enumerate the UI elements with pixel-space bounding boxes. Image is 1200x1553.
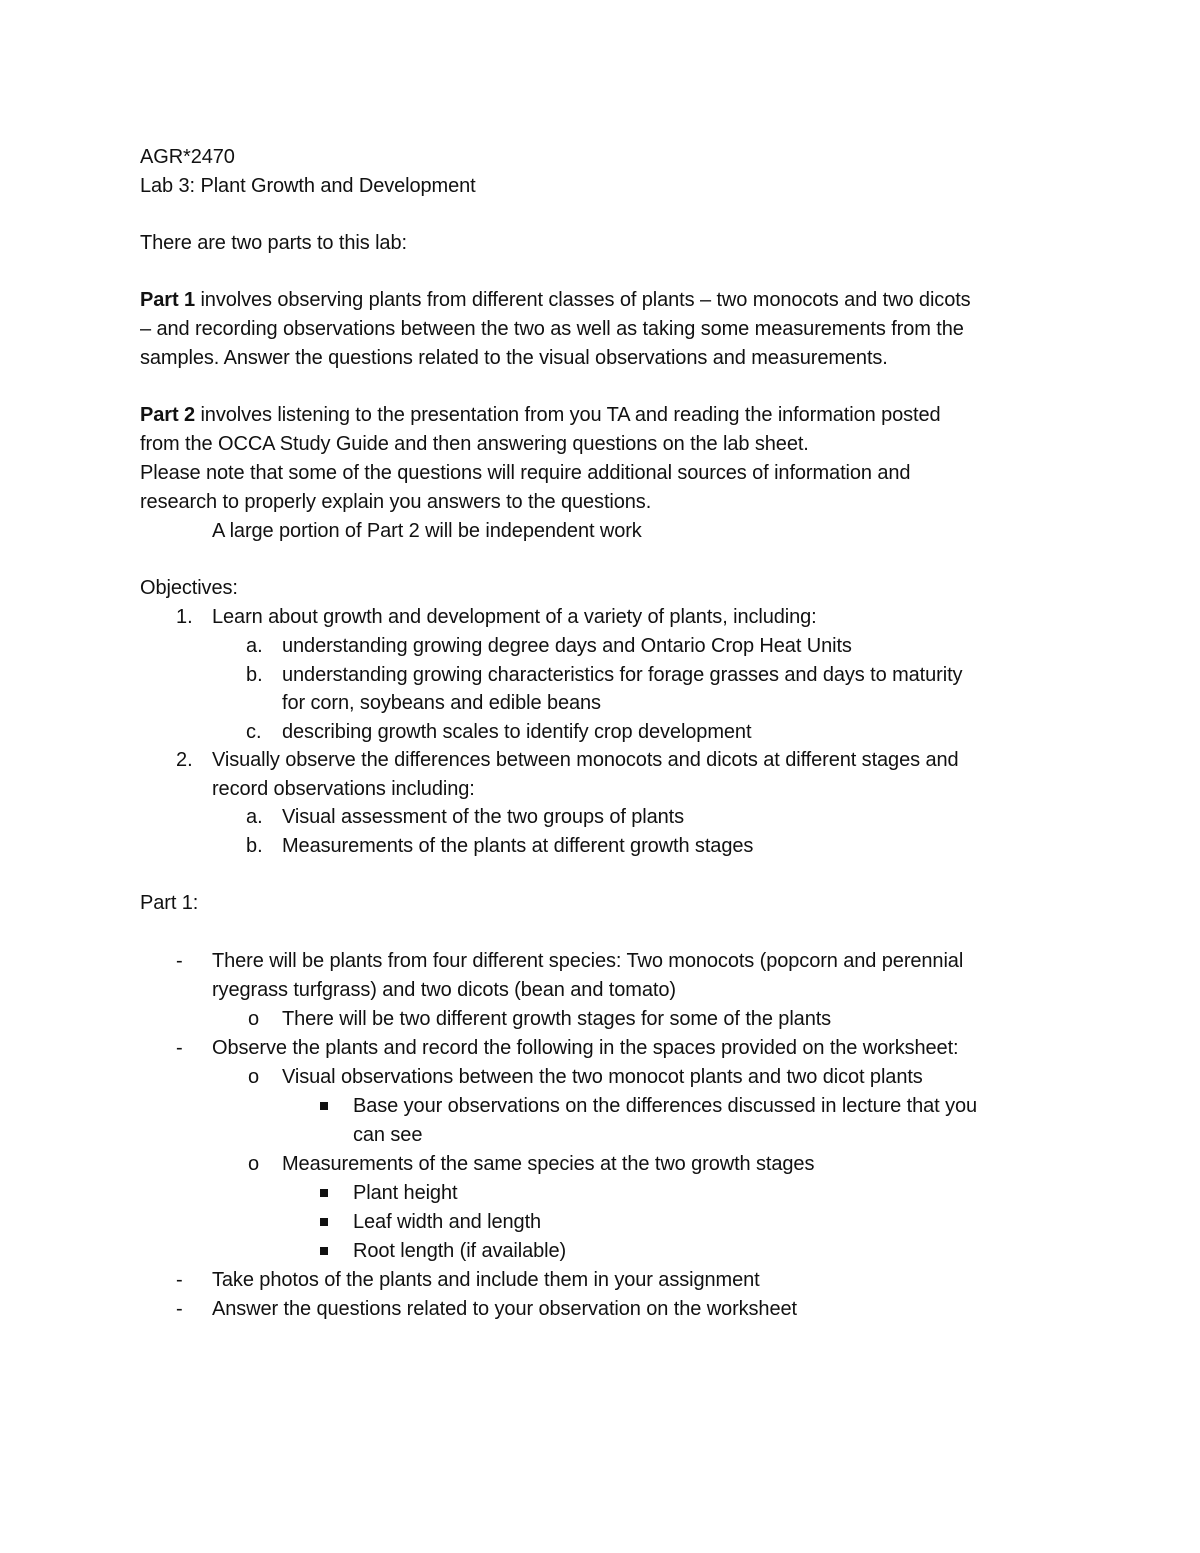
- part1-bullet-photos: Take photos of the plants and include them in your assignment: [212, 1269, 760, 1291]
- part1-sub-growth-stages: There will be two different growth stages for some of the plants: [282, 1008, 832, 1030]
- part1-subsub-base-observations-line2: can see: [353, 1124, 423, 1146]
- objective-subitem-letter: a.: [246, 635, 263, 657]
- part1-desc-text: involves observing plants from different classes of plants – two monocots and two dicots: [195, 289, 971, 311]
- square-bullet: [320, 1247, 328, 1255]
- part1-desc-line3: samples. Answer the questions related to the visual observations and measurements.: [140, 347, 888, 369]
- objective-number: 2.: [176, 749, 193, 771]
- part1-subsub-plant-height: Plant height: [353, 1182, 458, 1204]
- part1-sub-visual-observations: Visual observations between the two monocot plants and two dicot plants: [282, 1066, 923, 1088]
- objective-item-2-line2: record observations including:: [212, 778, 475, 800]
- lab-title: Lab 3: Plant Growth and Development: [140, 175, 476, 197]
- part2-label: Part 2: [140, 404, 195, 426]
- part1-subsub-root: Root length (if available): [353, 1240, 567, 1262]
- square-bullet: [320, 1189, 328, 1197]
- objective-subitem-letter: c.: [246, 721, 262, 743]
- part2-desc-line5: A large portion of Part 2 will be independent work: [212, 520, 642, 542]
- part2-desc-line2: from the OCCA Study Guide and then answering questions on the lab sheet.: [140, 433, 809, 455]
- part2-desc-line1: [140, 401, 941, 430]
- objective-2b: Measurements of the plants at different growth stages: [282, 835, 754, 857]
- part2-desc-line4: research to properly explain you answers to the questions.: [140, 491, 652, 513]
- part2-desc-line3: Please note that some of the questions will require additional sources of information and: [140, 462, 911, 484]
- part1-subsub-leaf: Leaf width and length: [353, 1211, 542, 1233]
- intro-text: There are two parts to this lab:: [140, 232, 407, 254]
- part1-bullet-answer: Answer the questions related to your observation on the worksheet: [212, 1298, 797, 1320]
- objective-number: 1.: [176, 606, 193, 628]
- objective-subitem-letter: b.: [246, 835, 263, 857]
- part1-bullet-1-line1: There will be plants from four different species: Two monocots (popcorn and perennial: [212, 950, 964, 972]
- part1-subsub-base-observations-line1: Base your observations on the differences discussed in lecture that you: [353, 1095, 978, 1117]
- part1-label: Part 1: [140, 289, 195, 311]
- part2-desc-text: involves listening to the presentation from you TA and reading the information posted: [195, 404, 941, 426]
- part1-bullet-1-line2: ryegrass turfgrass) and two dicots (bean and tomato): [212, 979, 676, 1001]
- circle-bullet: o: [248, 1008, 260, 1030]
- objective-1b-line1: understanding growing characteristics for forage grasses and days to maturity: [282, 664, 963, 686]
- square-bullet: [320, 1102, 328, 1110]
- objective-2a: Visual assessment of the two groups of plants: [282, 806, 685, 828]
- dash-bullet: -: [176, 1298, 183, 1320]
- objective-item-1: Learn about growth and development of a variety of plants, including:: [212, 606, 817, 628]
- objective-item-2-line1: Visually observe the differences between monocots and dicots at different stages and: [212, 749, 959, 771]
- objective-subitem-letter: b.: [246, 664, 263, 686]
- dash-bullet: -: [176, 1037, 183, 1059]
- part1-desc-line1: [140, 286, 971, 315]
- part1-bullet-2: Observe the plants and record the following in the spaces provided on the worksheet:: [212, 1037, 959, 1059]
- part1-sub-measurements: Measurements of the same species at the two growth stages: [282, 1153, 815, 1175]
- course-code: AGR*2470: [140, 146, 235, 168]
- circle-bullet: o: [248, 1153, 260, 1175]
- square-bullet: [320, 1218, 328, 1226]
- objectives-heading: Objectives:: [140, 577, 238, 599]
- part1-desc-line2: – and recording observations between the two as well as taking some measurements from the: [140, 318, 964, 340]
- objective-1a: understanding growing degree days and Ontario Crop Heat Units: [282, 635, 852, 657]
- dash-bullet: -: [176, 1269, 183, 1291]
- dash-bullet: -: [176, 950, 183, 972]
- objective-1b-line2: for corn, soybeans and edible beans: [282, 692, 601, 714]
- objective-subitem-letter: a.: [246, 806, 263, 828]
- part1-heading: Part 1:: [140, 892, 199, 914]
- circle-bullet: o: [248, 1066, 260, 1088]
- objective-1c: describing growth scales to identify crop development: [282, 721, 752, 743]
